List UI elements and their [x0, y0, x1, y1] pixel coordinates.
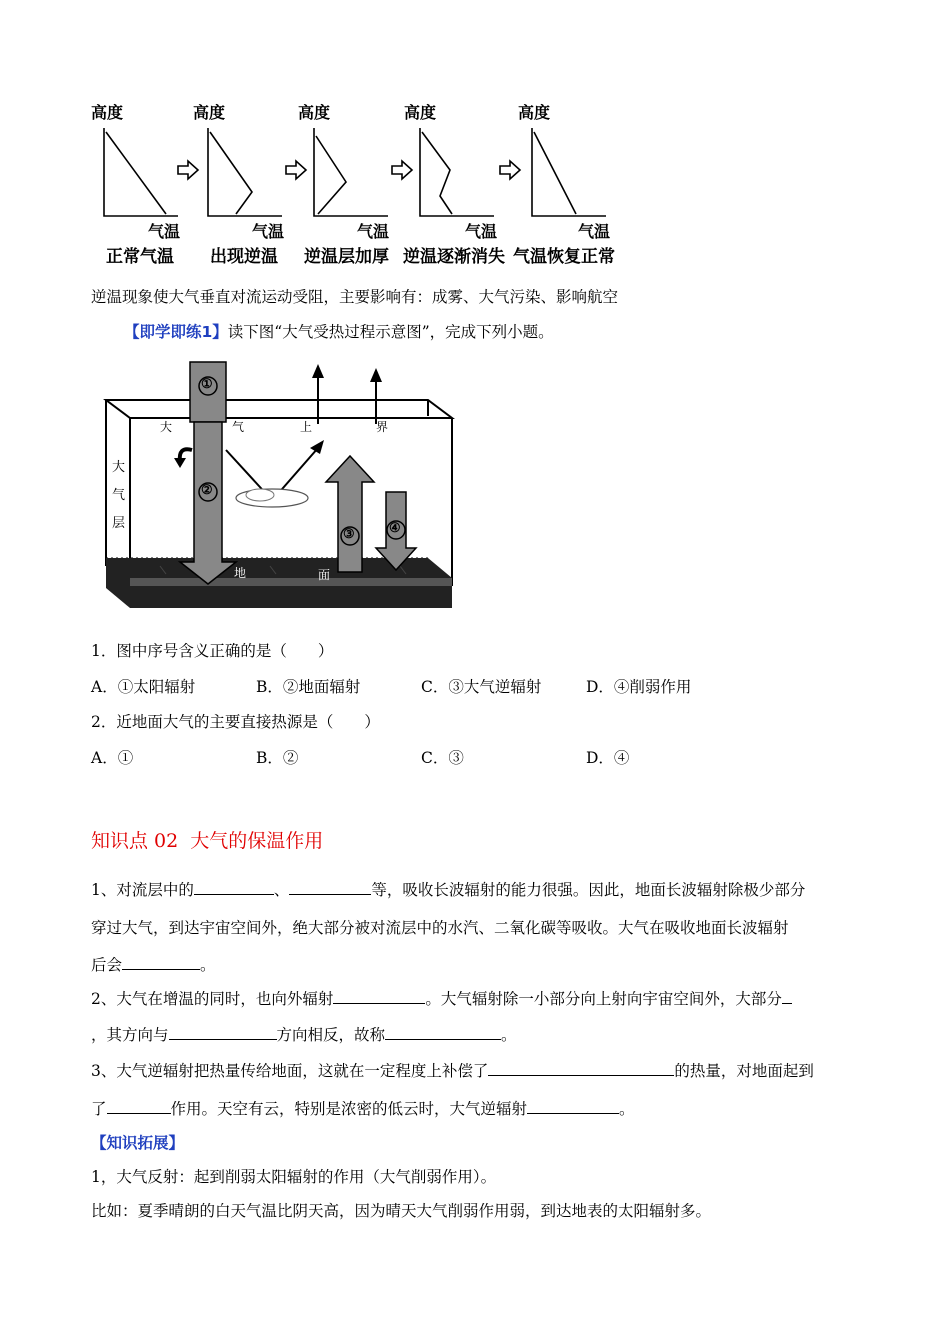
blank[interactable]	[194, 880, 274, 895]
paragraph-1-line-1: 1、对流层中的 、 等，吸收长波辐射的能力很强。因此，地面长波辐射除极少部分	[91, 881, 806, 899]
y-axis-label: 高度	[404, 103, 437, 122]
practice-tag: 【即学即练1】	[124, 323, 228, 341]
graph-axes	[104, 128, 178, 216]
arrow-icon	[286, 161, 306, 179]
graph-caption: 逆温层加厚	[304, 247, 389, 267]
marker-4: ④	[389, 521, 401, 536]
question-2-stem: 2．近地面大气的主要直接热源是（ ）	[91, 713, 380, 731]
q1-option-c[interactable]: C．③大气逆辐射	[421, 678, 542, 696]
temperature-curve-restored	[534, 132, 576, 214]
paragraph-2-line-1: 2、大气在增温的同时，也向外辐射 。大气辐射除一小部分向上射向宇宙空间外，大部分	[91, 988, 792, 1010]
x-axis-label: 气温	[357, 222, 390, 241]
arrow-icon	[500, 161, 520, 179]
q2-option-a[interactable]: A．①	[91, 749, 134, 767]
paragraph-3-line-1: 3、大气逆辐射把热量传给地面，这就在一定程度上补偿了 的热量，对地面起到	[91, 1062, 814, 1080]
graph-caption: 出现逆温	[210, 247, 278, 267]
paragraph-1-line-3: 后会 。	[91, 956, 216, 974]
arrow-3-up	[326, 456, 374, 572]
q2-option-d[interactable]: D．④	[586, 749, 630, 767]
question-1-stem: 1．图中序号含义正确的是（ ）	[91, 642, 334, 660]
q2-option-c[interactable]: C．③	[421, 749, 464, 767]
top-label-char: 界	[376, 420, 389, 434]
inversion-graphs	[0, 0, 950, 275]
q2-option-b[interactable]: B．②	[256, 749, 299, 767]
practice-intro-text: 读下图“大气受热过程示意图”，完成下列小题。	[227, 323, 554, 341]
inversion-effect-text: 逆温现象使大气垂直对流运动受阻，主要影响有：成雾、大气污染、影响航空	[91, 288, 619, 306]
graph-caption: 逆温逐渐消失	[403, 247, 505, 267]
top-label-char: 大	[160, 420, 173, 434]
temperature-curve-inversion	[210, 132, 252, 214]
y-axis-label: 高度	[518, 103, 551, 122]
box-top-face	[106, 400, 452, 418]
blank[interactable]	[782, 989, 792, 1004]
x-axis-label: 气温	[578, 222, 611, 241]
blank[interactable]	[122, 955, 200, 970]
temperature-profile-graphs	[0, 0, 950, 240]
expand-line-1: 1，大气反射：起到削弱太阳辐射的作用（大气削弱作用）。	[91, 1168, 497, 1186]
arrow-icon	[178, 161, 198, 179]
blank[interactable]	[289, 880, 371, 895]
graph-axes	[314, 128, 388, 216]
expand-line-2: 比如：夏季晴朗的白天气温比阴天高，因为晴天大气削弱作用弱，到达地表的太阳辐射多。	[91, 1202, 712, 1220]
temperature-curve-thick-inversion	[316, 136, 346, 214]
y-axis-label: 高度	[193, 103, 226, 122]
side-label: 大气层	[112, 460, 126, 531]
diagram-drawing	[100, 358, 460, 613]
blank[interactable]	[107, 1099, 171, 1114]
y-axis-label: 高度	[91, 103, 124, 122]
top-label-char: 上	[300, 420, 313, 434]
section-heading: 知识点 02 大气的保温作用	[91, 830, 324, 852]
ground-label-char: 地	[234, 566, 247, 580]
top-label-char: 气	[232, 420, 245, 434]
arrow-icon	[392, 161, 412, 179]
expand-tag: 【知识拓展】	[91, 1134, 185, 1152]
temperature-curve-normal	[106, 132, 166, 214]
q1-option-d[interactable]: D．④削弱作用	[586, 678, 692, 696]
ground-label-char: 面	[318, 568, 331, 582]
blank[interactable]	[169, 1025, 277, 1040]
blank[interactable]	[385, 1025, 501, 1040]
graph-axes	[532, 128, 606, 216]
paragraph-3-line-2: 了 作用。天空有云，特别是浓密的低云时，大气逆辐射 。	[91, 1100, 635, 1118]
arrow-1-solar-block	[190, 362, 226, 422]
paragraph-1-line-2: 穿过大气，到达宇宙空间外，绝大部分被对流层中的水汽、二氧化碳等吸收。大气在吸收地面长波辐射	[91, 919, 789, 937]
marker-3: ③	[343, 527, 355, 542]
blank[interactable]	[488, 1061, 674, 1076]
blank[interactable]	[527, 1099, 619, 1114]
practice-intro	[124, 321, 554, 343]
blank[interactable]	[333, 989, 425, 1004]
marker-2: ②	[201, 483, 213, 498]
x-axis-label: 气温	[252, 222, 285, 241]
x-axis-label: 气温	[148, 222, 181, 241]
atmosphere-heating-diagram	[100, 358, 460, 613]
paragraph-2-line-2: ，其方向与 方向相反，故称 。	[91, 1026, 517, 1044]
graph-axes	[420, 128, 494, 216]
graph-caption: 气温恢复正常	[513, 247, 615, 267]
q1-option-a[interactable]: A．①太阳辐射	[91, 678, 196, 696]
temperature-curve-fading	[422, 132, 452, 214]
y-axis-label: 高度	[298, 103, 331, 122]
graph-caption: 正常气温	[106, 247, 174, 267]
q1-option-b[interactable]: B．②地面辐射	[256, 678, 361, 696]
marker-1: ①	[201, 377, 213, 392]
x-axis-label: 气温	[465, 222, 498, 241]
